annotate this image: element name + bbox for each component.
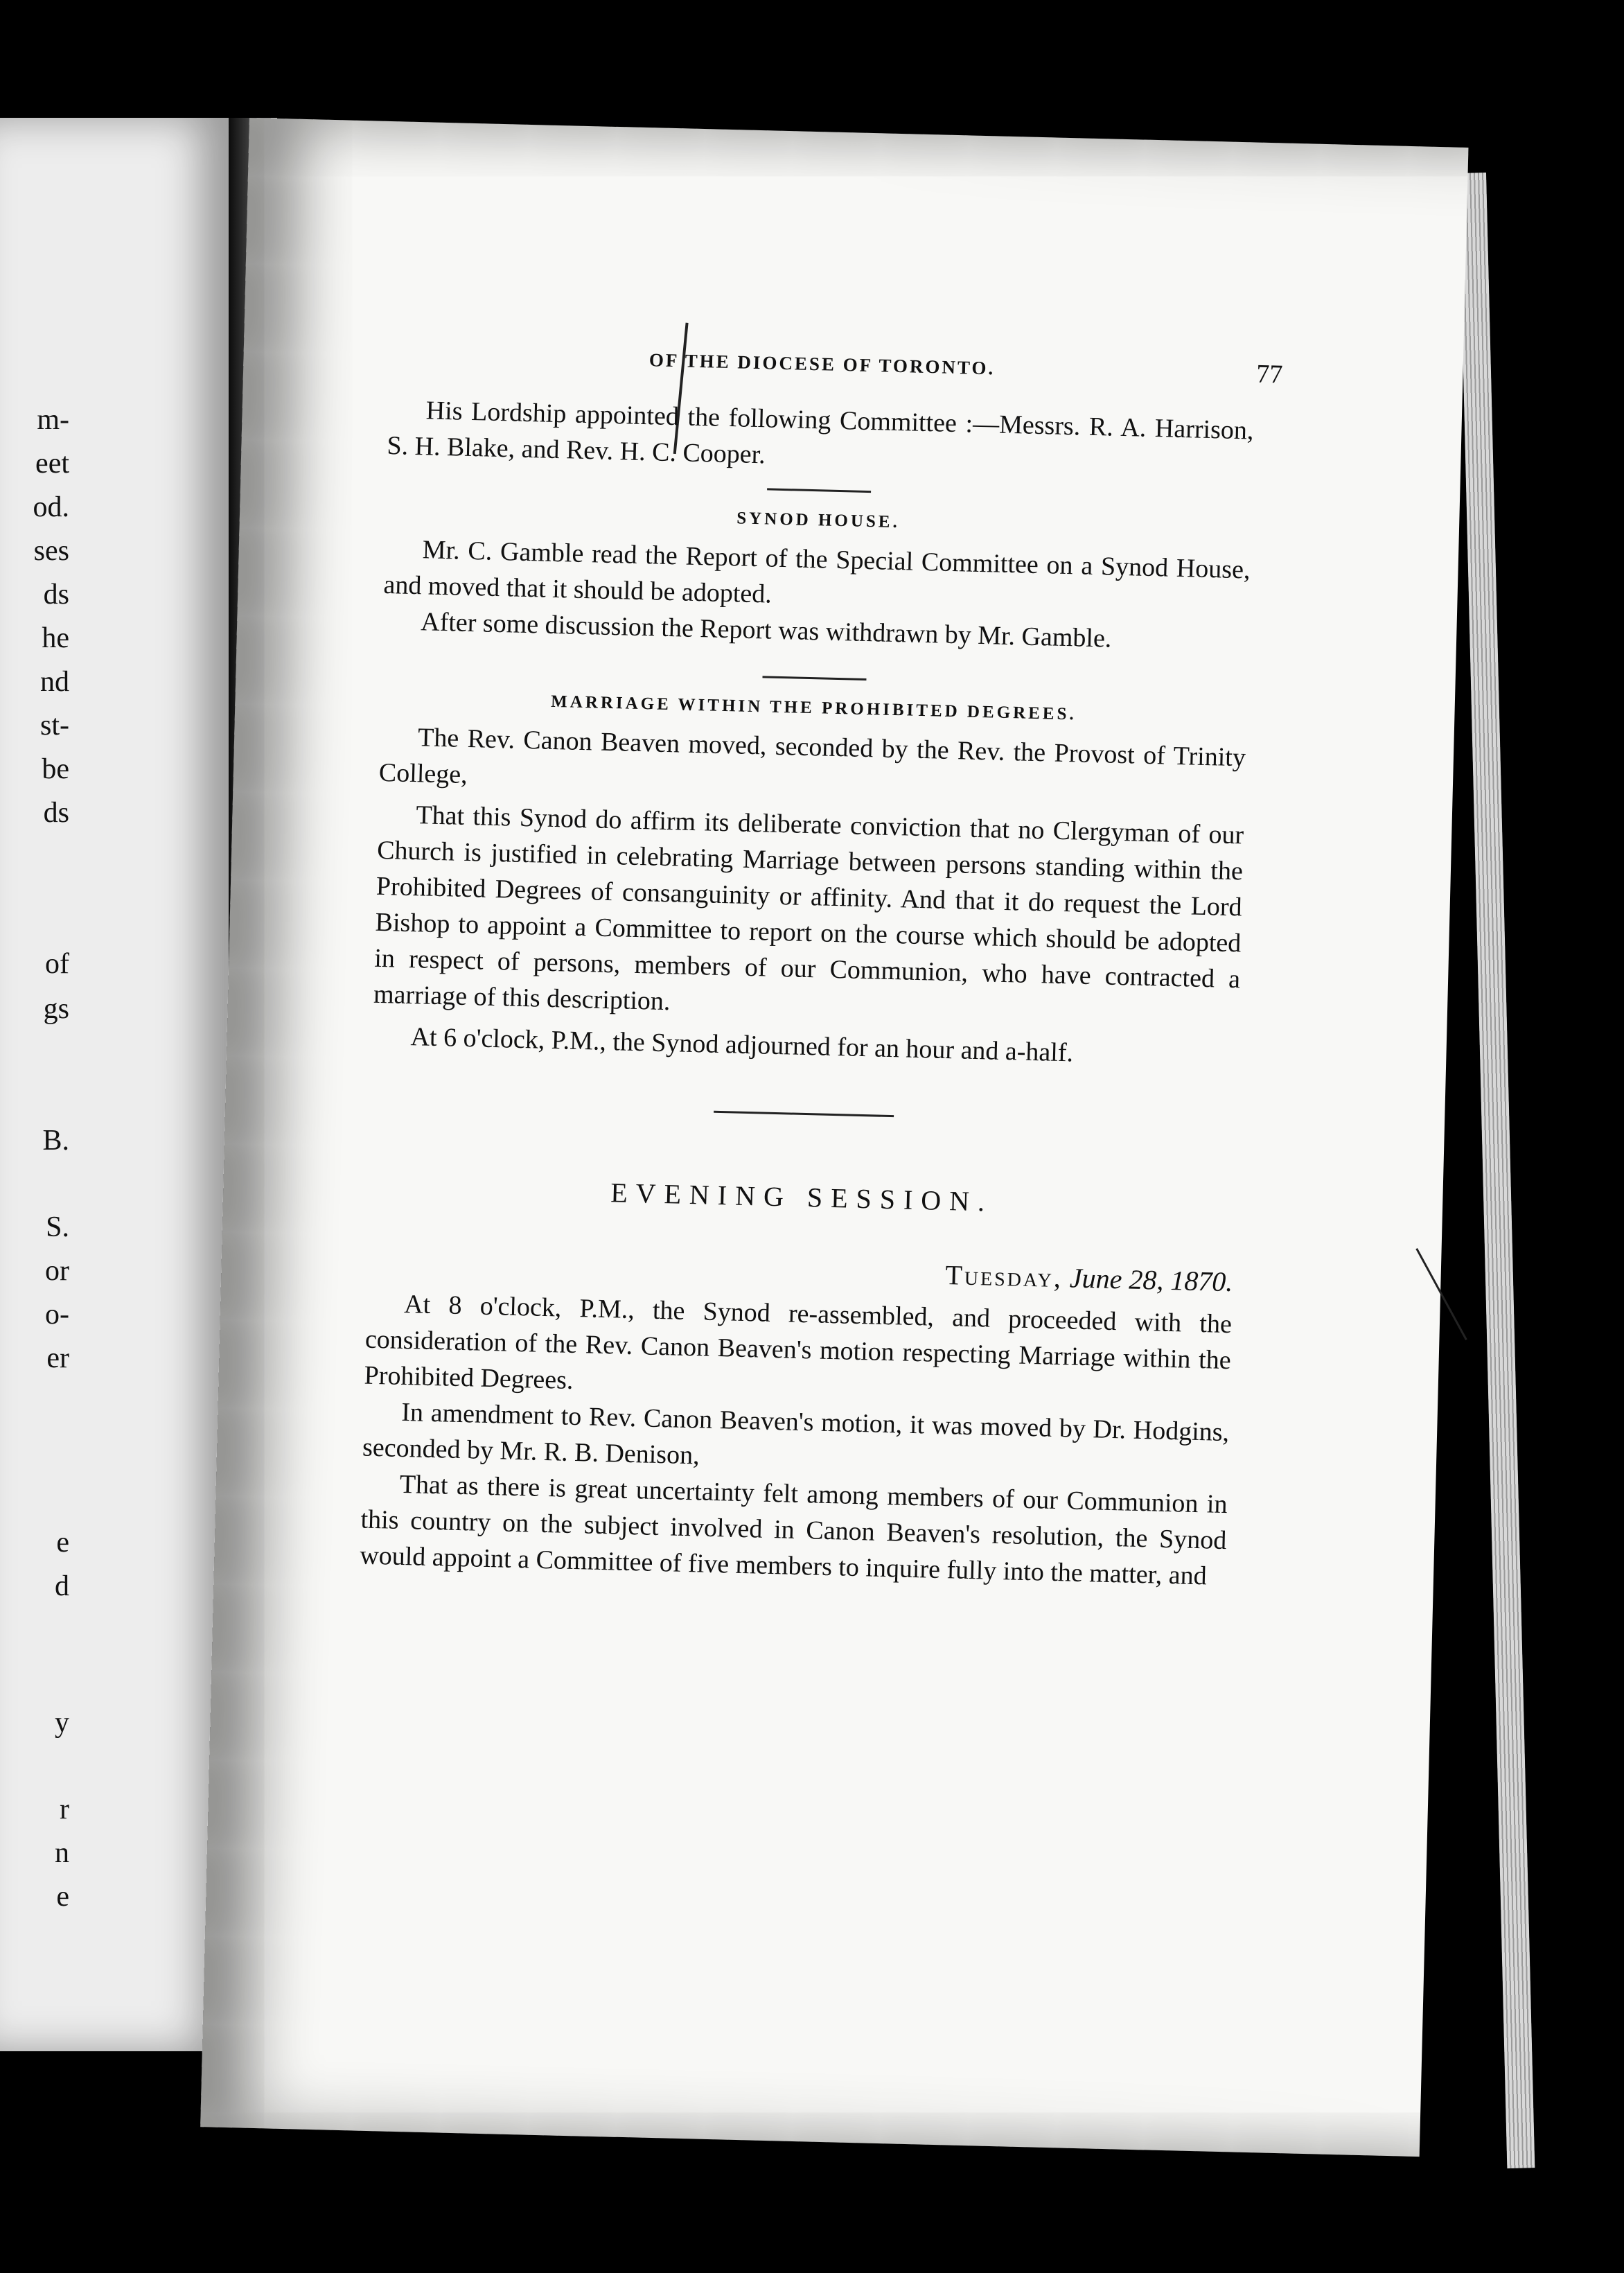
left-fragment: nd bbox=[40, 666, 69, 698]
left-fragment: e bbox=[56, 1881, 69, 1913]
paragraph: The Rev. Canon Beaven moved, seconded by the Rev. the Provost of Trinity College, bbox=[378, 723, 1246, 789]
left-fragment: o- bbox=[45, 1299, 69, 1331]
left-fragment: er bbox=[46, 1342, 69, 1374]
paragraph: That as there is great uncertainty felt among members of our Communion in this country on the subject involved in Canon Beaven's resolution, the Synod would appoint a Committee of five members to inquire fully into the matter, and bbox=[359, 1469, 1228, 1591]
paragraph: At 6 o'clock, P.M., the Synod adjourned for an hour and a-half. bbox=[410, 1022, 1074, 1068]
left-fragment: or bbox=[45, 1255, 69, 1287]
left-fragment: d bbox=[55, 1570, 69, 1602]
left-fragment: e bbox=[56, 1527, 69, 1559]
right-page bbox=[200, 118, 1468, 2157]
left-fragment: eet bbox=[35, 448, 69, 480]
left-fragment: st- bbox=[40, 710, 69, 741]
left-fragment: ses bbox=[33, 535, 69, 567]
page-number: 77 bbox=[1255, 359, 1283, 389]
paragraph: His Lordship appointed the following Committee :—Messrs. R. A. Harrison, S. H. Blake, and Rev. H. C. Cooper. bbox=[386, 396, 1254, 470]
left-fragment: of bbox=[45, 948, 69, 980]
section-rule bbox=[762, 676, 866, 681]
left-fragment: n bbox=[55, 1837, 69, 1869]
paragraph: After some discussion the Report was withdrawn by Mr. Gamble. bbox=[420, 607, 1112, 653]
left-fragment: od. bbox=[33, 491, 69, 523]
left-fragment: ds bbox=[43, 797, 69, 829]
section-heading-synod-house: SYNOD HOUSE. bbox=[736, 509, 901, 532]
left-fragment: B. bbox=[42, 1125, 69, 1157]
left-fragment: y bbox=[55, 1707, 69, 1739]
left-fragment: ds bbox=[43, 579, 69, 611]
page-text bbox=[359, 343, 1283, 1595]
date-day: Tuesday, bbox=[945, 1259, 1063, 1294]
section-rule bbox=[714, 1111, 894, 1117]
running-title: OF THE DIOCESE OF TORONTO. bbox=[648, 349, 996, 379]
left-fragment: he bbox=[42, 622, 69, 654]
date-rest: June 28, 1870. bbox=[1069, 1262, 1233, 1298]
paragraph: At 8 o'clock, P.M., the Synod re-assembled, and proceeded with the consideration of the Rev. Canon Beaven's motion respecting Marriage within the Prohibited Degrees. bbox=[364, 1289, 1233, 1395]
section-heading-marriage: MARRIAGE WITHIN THE PROHIBITED DEGREES. bbox=[550, 692, 1077, 724]
evening-session-heading: EVENING SESSION. bbox=[610, 1177, 994, 1218]
page-edges bbox=[1458, 173, 1535, 2168]
left-fragment: r bbox=[60, 1793, 69, 1825]
left-fragment: gs bbox=[43, 993, 69, 1025]
paragraph: That this Synod do affirm its deliberate conviction that no Clergyman of our Church is justified in celebrating Marriage between persons standing within the Prohibited Degrees of consanguinity or affinity. And that it do request the Lord Bishop to appoint a Committee to report on the course which should be adopted in respect of persons, members of our Communion, who have contracted a marriage of this description. bbox=[373, 800, 1244, 1017]
left-page bbox=[0, 118, 229, 2051]
paragraph: In amendment to Rev. Canon Beaven's motion, it was moved by Dr. Hodgins, seconded by Mr. R. B. Denison, bbox=[362, 1397, 1230, 1471]
pen-mark bbox=[1415, 1248, 1467, 1340]
left-fragment: S. bbox=[46, 1211, 69, 1243]
left-fragment: m- bbox=[37, 404, 69, 436]
left-fragment: be bbox=[42, 753, 69, 785]
paragraph: Mr. C. Gamble read the Report of the Special Committee on a Synod House, and moved that it should be adopted. bbox=[383, 535, 1251, 609]
section-rule bbox=[767, 488, 871, 493]
